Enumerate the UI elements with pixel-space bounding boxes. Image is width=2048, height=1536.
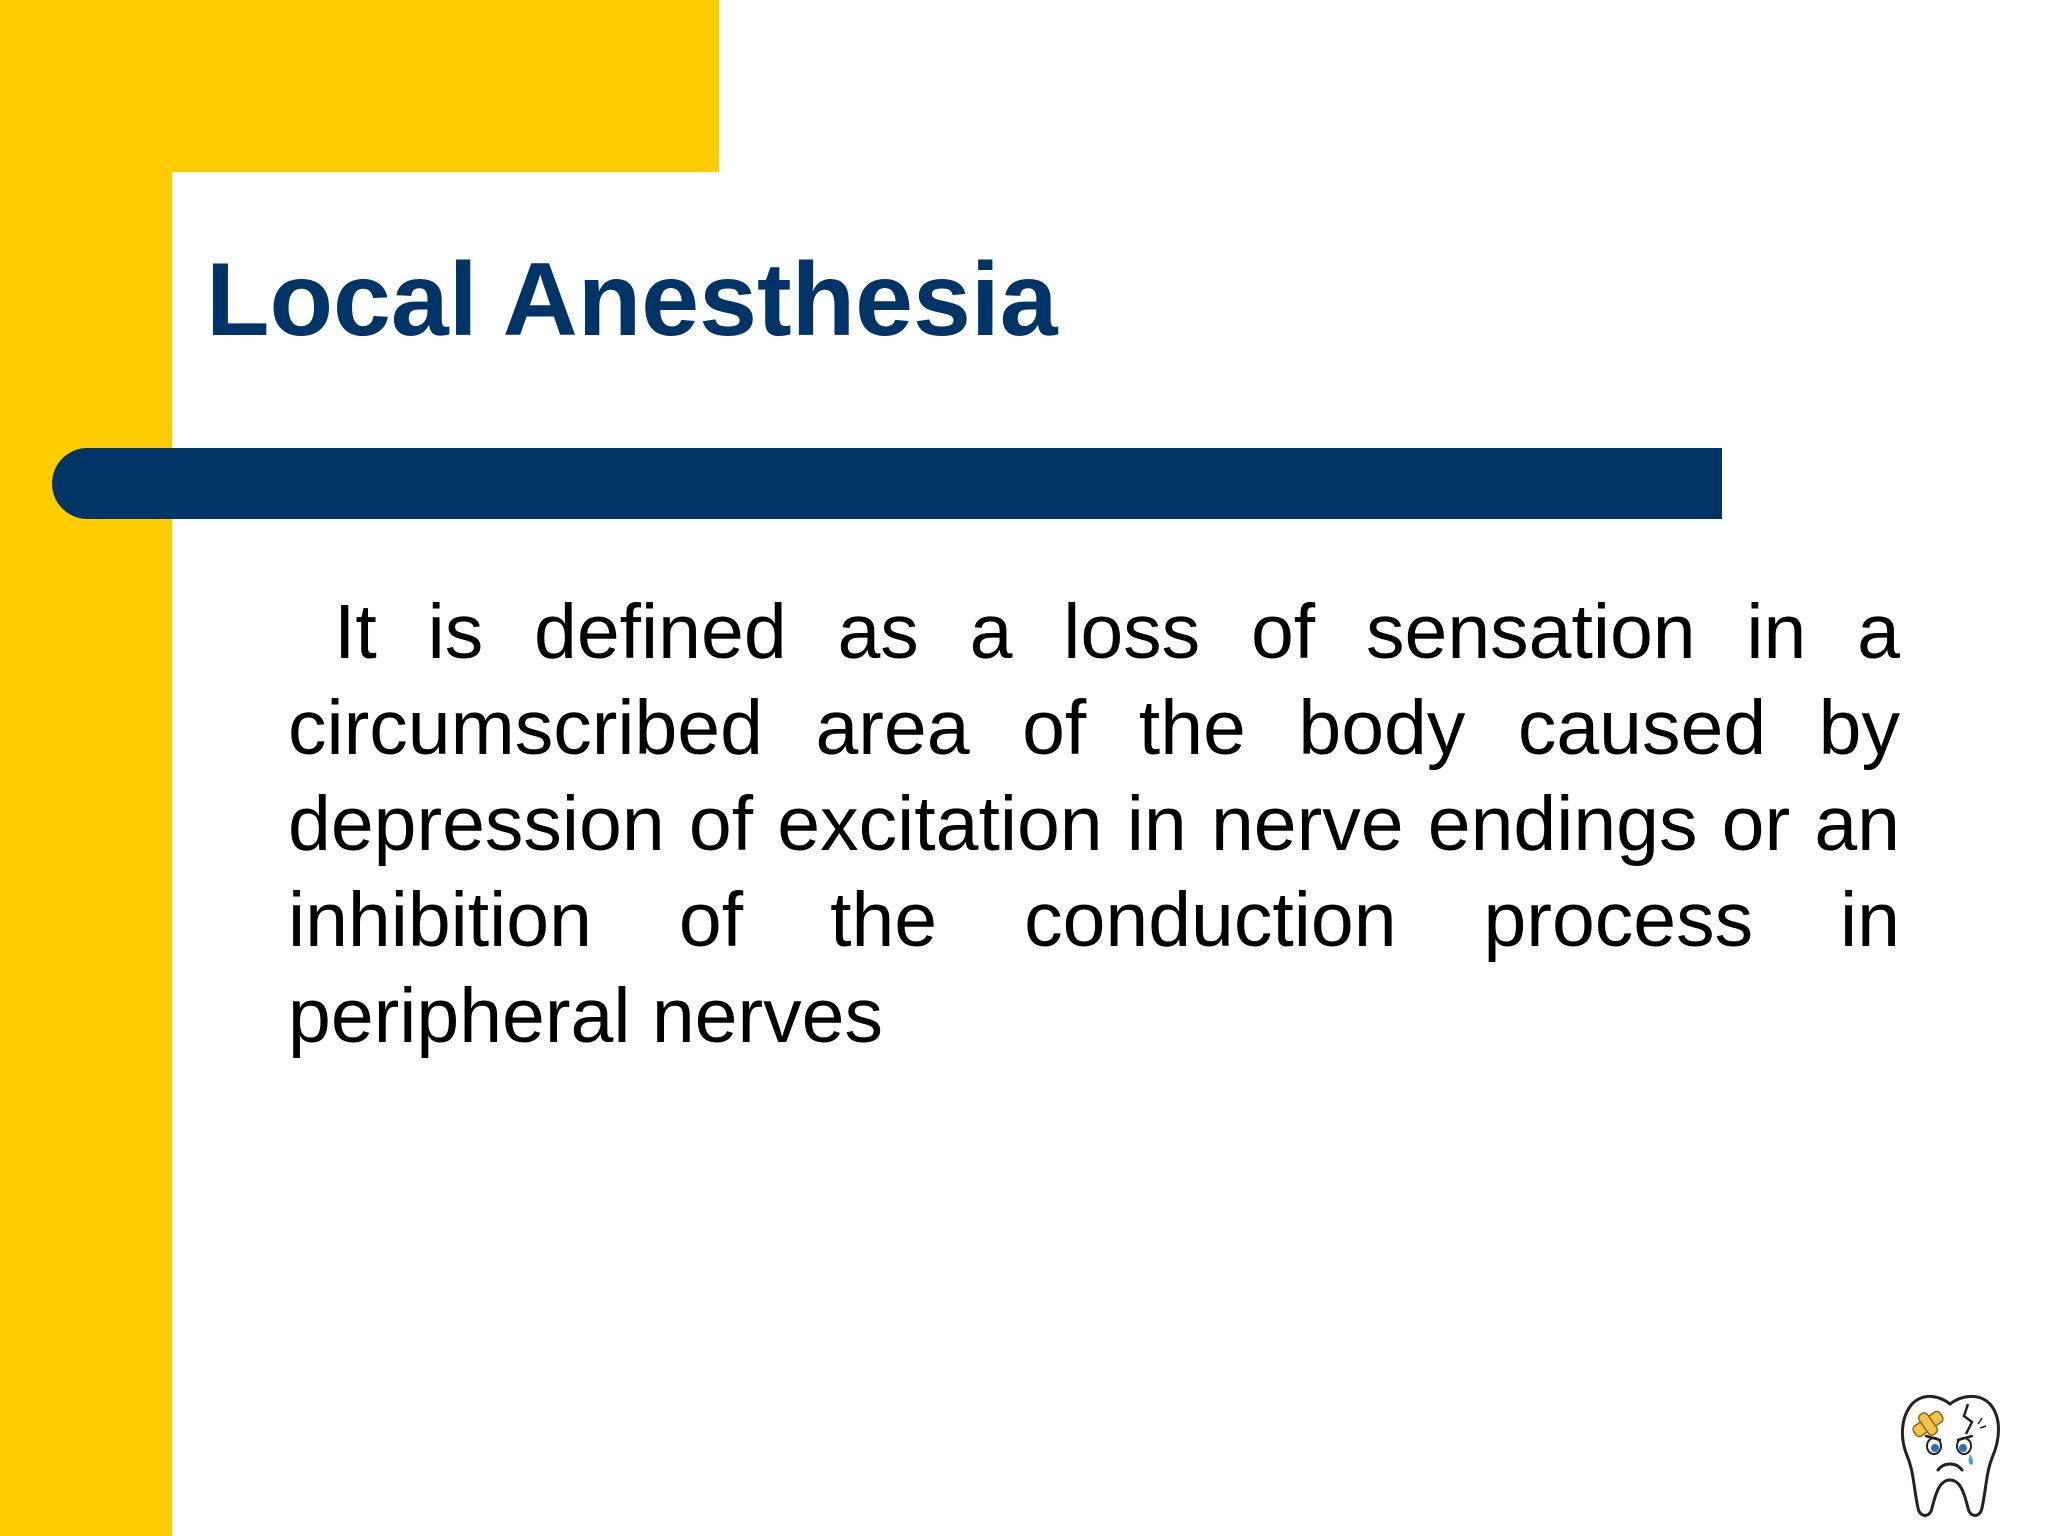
yellow-frame-left [0, 0, 172, 1536]
slide-body-text: It is defined as a loss of sensation in a circumscribed area of the body caused by depression of excitation in nerve endings or an inhibition of the conduction process in peripheral nerves [288, 589, 1900, 1059]
slide-title: Local Anesthesia [206, 242, 1058, 358]
title-underline-bar [52, 448, 1722, 519]
sad-tooth-icon [1894, 1390, 2006, 1522]
